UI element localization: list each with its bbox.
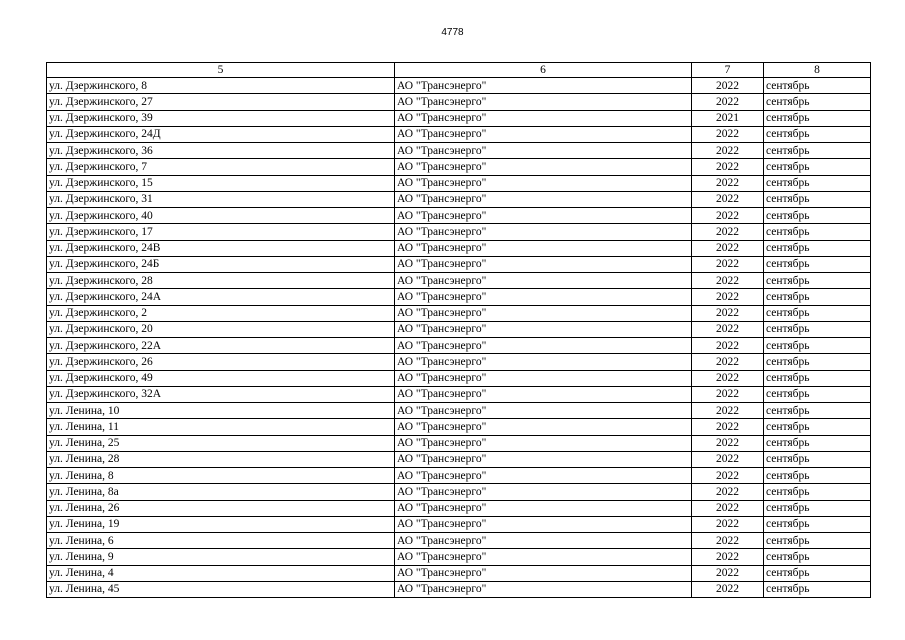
address-cell: ул. Ленина, 19 xyxy=(47,516,395,532)
month-cell: сентябрь xyxy=(764,419,871,435)
organization-cell: АО "Трансэнерго" xyxy=(395,208,692,224)
table-row xyxy=(47,468,871,484)
month-cell: сентябрь xyxy=(764,191,871,207)
month-cell: сентябрь xyxy=(764,581,871,597)
year-cell: 2022 xyxy=(692,321,764,337)
organization-cell: АО "Трансэнерго" xyxy=(395,78,692,94)
month-cell: сентябрь xyxy=(764,143,871,159)
address-cell: ул. Дзержинского, 39 xyxy=(47,110,395,126)
table-row xyxy=(47,305,871,321)
address-cell: ул. Дзержинского, 24Д xyxy=(47,126,395,142)
year-cell: 2022 xyxy=(692,224,764,240)
month-cell: сентябрь xyxy=(764,370,871,386)
month-cell: сентябрь xyxy=(764,289,871,305)
table-row xyxy=(47,94,871,110)
month-cell: сентябрь xyxy=(764,516,871,532)
year-cell: 2022 xyxy=(692,208,764,224)
organization-cell: АО "Трансэнерго" xyxy=(395,305,692,321)
table-row xyxy=(47,549,871,565)
year-cell: 2022 xyxy=(692,451,764,467)
year-cell: 2022 xyxy=(692,468,764,484)
address-cell: ул. Ленина, 8 xyxy=(47,468,395,484)
address-cell: ул. Ленина, 45 xyxy=(47,581,395,597)
month-cell: сентябрь xyxy=(764,435,871,451)
month-cell: сентябрь xyxy=(764,468,871,484)
year-cell: 2022 xyxy=(692,191,764,207)
table-row xyxy=(47,240,871,256)
organization-cell: АО "Трансэнерго" xyxy=(395,435,692,451)
address-cell: ул. Ленина, 4 xyxy=(47,565,395,581)
table-row xyxy=(47,289,871,305)
year-cell: 2022 xyxy=(692,581,764,597)
year-cell: 2022 xyxy=(692,78,764,94)
year-cell: 2022 xyxy=(692,289,764,305)
year-cell: 2022 xyxy=(692,419,764,435)
year-cell: 2022 xyxy=(692,94,764,110)
organization-cell: АО "Трансэнерго" xyxy=(395,549,692,565)
address-cell: ул. Дзержинского, 27 xyxy=(47,94,395,110)
organization-cell: АО "Трансэнерго" xyxy=(395,386,692,402)
page-number: 4778 xyxy=(441,27,464,38)
organization-cell: АО "Трансэнерго" xyxy=(395,484,692,500)
address-cell: ул. Дзержинского, 8 xyxy=(47,78,395,94)
year-cell: 2022 xyxy=(692,500,764,516)
month-cell: сентябрь xyxy=(764,403,871,419)
month-cell: сентябрь xyxy=(764,273,871,289)
table-row xyxy=(47,419,871,435)
table-row xyxy=(47,143,871,159)
table-row xyxy=(47,516,871,532)
year-cell: 2022 xyxy=(692,565,764,581)
month-cell: сентябрь xyxy=(764,386,871,402)
year-cell: 2022 xyxy=(692,159,764,175)
organization-cell: АО "Трансэнерго" xyxy=(395,533,692,549)
organization-cell: АО "Трансэнерго" xyxy=(395,289,692,305)
organization-cell: АО "Трансэнерго" xyxy=(395,175,692,191)
month-cell: сентябрь xyxy=(764,208,871,224)
table-row xyxy=(47,533,871,549)
table-row xyxy=(47,354,871,370)
year-cell: 2022 xyxy=(692,516,764,532)
year-cell: 2022 xyxy=(692,338,764,354)
address-cell: ул. Ленина, 26 xyxy=(47,500,395,516)
table-row xyxy=(47,370,871,386)
year-cell: 2022 xyxy=(692,143,764,159)
year-cell: 2022 xyxy=(692,126,764,142)
table-row xyxy=(47,175,871,191)
organization-cell: АО "Трансэнерго" xyxy=(395,516,692,532)
table-row xyxy=(47,581,871,597)
month-cell: сентябрь xyxy=(764,321,871,337)
year-cell: 2022 xyxy=(692,403,764,419)
year-cell: 2022 xyxy=(692,386,764,402)
table-row xyxy=(47,565,871,581)
address-cell: ул. Дзержинского, 15 xyxy=(47,175,395,191)
month-cell: сентябрь xyxy=(764,240,871,256)
month-cell: сентябрь xyxy=(764,256,871,272)
month-cell: сентябрь xyxy=(764,549,871,565)
column-header-month: 8 xyxy=(764,63,871,78)
year-cell: 2022 xyxy=(692,175,764,191)
table-row xyxy=(47,159,871,175)
address-cell: ул. Ленина, 25 xyxy=(47,435,395,451)
month-cell: сентябрь xyxy=(764,305,871,321)
month-cell: сентябрь xyxy=(764,565,871,581)
year-cell: 2022 xyxy=(692,354,764,370)
table-body xyxy=(47,78,871,598)
organization-cell: АО "Трансэнерго" xyxy=(395,565,692,581)
address-cell: ул. Дзержинского, 24Б xyxy=(47,256,395,272)
year-cell: 2022 xyxy=(692,549,764,565)
address-cell: ул. Дзержинского, 2 xyxy=(47,305,395,321)
year-cell: 2022 xyxy=(692,305,764,321)
address-cell: ул. Дзержинского, 20 xyxy=(47,321,395,337)
address-table xyxy=(46,62,871,598)
table-row xyxy=(47,126,871,142)
organization-cell: АО "Трансэнерго" xyxy=(395,94,692,110)
table-row xyxy=(47,78,871,94)
address-cell: ул. Дзержинского, 22А xyxy=(47,338,395,354)
table-row xyxy=(47,500,871,516)
year-cell: 2022 xyxy=(692,256,764,272)
year-cell: 2022 xyxy=(692,240,764,256)
organization-cell: АО "Трансэнерго" xyxy=(395,159,692,175)
year-cell: 2022 xyxy=(692,370,764,386)
organization-cell: АО "Трансэнерго" xyxy=(395,273,692,289)
table-row xyxy=(47,338,871,354)
address-cell: ул. Ленина, 8а xyxy=(47,484,395,500)
month-cell: сентябрь xyxy=(764,533,871,549)
column-header-organization: 6 xyxy=(395,63,692,78)
table-row xyxy=(47,273,871,289)
table-row xyxy=(47,191,871,207)
organization-cell: АО "Трансэнерго" xyxy=(395,370,692,386)
year-cell: 2022 xyxy=(692,484,764,500)
address-cell: ул. Ленина, 11 xyxy=(47,419,395,435)
month-cell: сентябрь xyxy=(764,451,871,467)
month-cell: сентябрь xyxy=(764,78,871,94)
organization-cell: АО "Трансэнерго" xyxy=(395,419,692,435)
organization-cell: АО "Трансэнерго" xyxy=(395,240,692,256)
address-cell: ул. Дзержинского, 49 xyxy=(47,370,395,386)
table-row xyxy=(47,403,871,419)
column-header-address: 5 xyxy=(47,63,395,78)
table-row xyxy=(47,208,871,224)
month-cell: сентябрь xyxy=(764,354,871,370)
month-cell: сентябрь xyxy=(764,110,871,126)
month-cell: сентябрь xyxy=(764,94,871,110)
year-cell: 2021 xyxy=(692,110,764,126)
organization-cell: АО "Трансэнерго" xyxy=(395,191,692,207)
organization-cell: АО "Трансэнерго" xyxy=(395,143,692,159)
month-cell: сентябрь xyxy=(764,224,871,240)
organization-cell: АО "Трансэнерго" xyxy=(395,321,692,337)
organization-cell: АО "Трансэнерго" xyxy=(395,500,692,516)
table-row xyxy=(47,386,871,402)
table-row xyxy=(47,435,871,451)
table-row xyxy=(47,451,871,467)
column-header-year: 7 xyxy=(692,63,764,78)
address-cell: ул. Дзержинского, 7 xyxy=(47,159,395,175)
month-cell: сентябрь xyxy=(764,159,871,175)
table-row xyxy=(47,110,871,126)
organization-cell: АО "Трансэнерго" xyxy=(395,224,692,240)
address-cell: ул. Ленина, 10 xyxy=(47,403,395,419)
address-cell: ул. Дзержинского, 28 xyxy=(47,273,395,289)
address-cell: ул. Дзержинского, 36 xyxy=(47,143,395,159)
organization-cell: АО "Трансэнерго" xyxy=(395,338,692,354)
address-cell: ул. Дзержинского, 24В xyxy=(47,240,395,256)
organization-cell: АО "Трансэнерго" xyxy=(395,110,692,126)
table-row xyxy=(47,321,871,337)
organization-cell: АО "Трансэнерго" xyxy=(395,126,692,142)
address-cell: ул. Дзержинского, 26 xyxy=(47,354,395,370)
address-cell: ул. Дзержинского, 40 xyxy=(47,208,395,224)
table-row xyxy=(47,224,871,240)
organization-cell: АО "Трансэнерго" xyxy=(395,451,692,467)
year-cell: 2022 xyxy=(692,533,764,549)
organization-cell: АО "Трансэнерго" xyxy=(395,581,692,597)
organization-cell: АО "Трансэнерго" xyxy=(395,468,692,484)
month-cell: сентябрь xyxy=(764,500,871,516)
organization-cell: АО "Трансэнерго" xyxy=(395,354,692,370)
address-cell: ул. Дзержинского, 32А xyxy=(47,386,395,402)
month-cell: сентябрь xyxy=(764,126,871,142)
table-row xyxy=(47,256,871,272)
organization-cell: АО "Трансэнерго" xyxy=(395,256,692,272)
year-cell: 2022 xyxy=(692,435,764,451)
month-cell: сентябрь xyxy=(764,175,871,191)
month-cell: сентябрь xyxy=(764,484,871,500)
column-number-row xyxy=(47,63,871,78)
address-cell: ул. Дзержинского, 24А xyxy=(47,289,395,305)
organization-cell: АО "Трансэнерго" xyxy=(395,403,692,419)
address-cell: ул. Ленина, 28 xyxy=(47,451,395,467)
address-cell: ул. Ленина, 6 xyxy=(47,533,395,549)
year-cell: 2022 xyxy=(692,273,764,289)
table-row xyxy=(47,484,871,500)
address-cell: ул. Дзержинского, 17 xyxy=(47,224,395,240)
address-cell: ул. Дзержинского, 31 xyxy=(47,191,395,207)
address-cell: ул. Ленина, 9 xyxy=(47,549,395,565)
month-cell: сентябрь xyxy=(764,338,871,354)
